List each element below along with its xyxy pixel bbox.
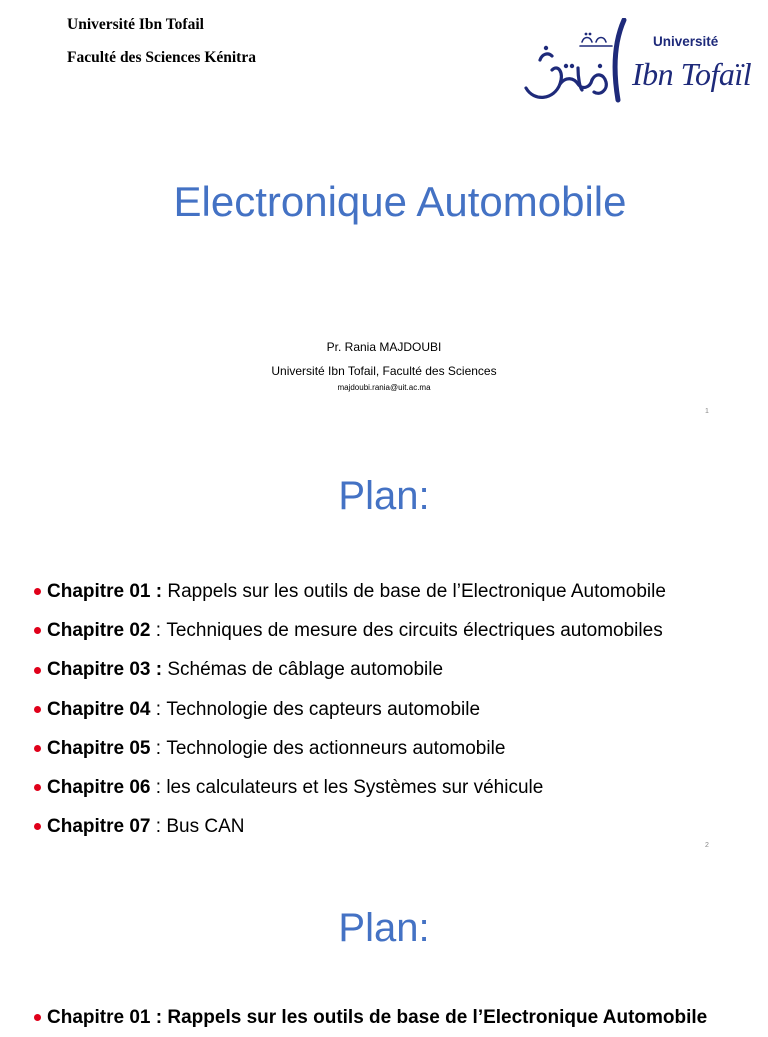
chapter-list <box>34 572 666 846</box>
chapter-item <box>34 650 666 689</box>
chapter-label: Chapitre 01 : <box>47 1007 163 1028</box>
faculty-name: Faculté des Sciences Kénitra <box>67 49 256 66</box>
bullet-icon <box>34 1014 41 1021</box>
chapter-item <box>34 998 707 1037</box>
author-affiliation: Université Ibn Tofail, Faculté des Sciences <box>271 364 497 378</box>
title-slide <box>0 0 768 432</box>
chapter-title: Techniques de mesure des circuits électriques automobiles <box>166 620 663 642</box>
chapter-label: Chapitre 04 <box>47 698 151 720</box>
chapter-title: Technologie des actionneurs automobile <box>166 737 506 759</box>
author-email: majdoubi.rania@uit.ac.ma <box>337 383 431 392</box>
chapter-separator: : <box>150 816 167 838</box>
plan-title: Plan: <box>338 474 430 518</box>
bullet-icon <box>34 588 41 595</box>
university-name: Université Ibn Tofail <box>67 16 204 33</box>
bullet-icon <box>34 706 41 713</box>
chapter-title: Schémas de câblage automobile <box>167 659 444 681</box>
chapter-list <box>34 998 707 1037</box>
chapter-item <box>34 729 666 768</box>
chapter-item <box>34 807 666 846</box>
page-number: 1 <box>705 408 709 415</box>
plan-slide <box>0 440 768 872</box>
logo-script-name: Ibn Tofaïl <box>632 56 752 92</box>
chapter-label: Chapitre 01 : <box>47 581 163 602</box>
plan-title: Plan: <box>338 906 430 950</box>
chapter-label: Chapitre 05 <box>47 737 151 759</box>
chapter-item <box>34 572 666 611</box>
chapter-separator: : <box>150 698 167 720</box>
chapter-title: les calculateurs et les Systèmes sur véhicule <box>166 777 544 799</box>
bullet-icon <box>34 627 41 634</box>
bullet-icon <box>34 784 41 791</box>
chapter-label: Chapitre 03 : <box>47 659 163 681</box>
chapter-item <box>34 611 666 650</box>
university-logo <box>520 18 752 104</box>
plan-slide-continued <box>0 880 768 1028</box>
presentation-title: Electronique Automobile <box>173 178 627 225</box>
chapter-item <box>34 690 666 729</box>
chapter-label: Chapitre 06 <box>47 777 151 799</box>
bullet-icon <box>34 745 41 752</box>
chapter-title: Rappels sur les outils de base de l’Electronique Automobile <box>167 581 666 602</box>
chapter-title: Bus CAN <box>166 816 245 838</box>
chapter-title: Technologie des capteurs automobile <box>166 698 481 720</box>
chapter-separator: : <box>150 777 167 799</box>
bullet-icon <box>34 667 41 674</box>
page-number: 2 <box>705 842 709 849</box>
chapter-title: Rappels sur les outils de base de l’Electronique Automobile <box>167 1007 708 1028</box>
logo-arabic-calligraphy-icon <box>520 18 638 104</box>
bullet-icon <box>34 823 41 830</box>
chapter-separator: : <box>150 620 167 642</box>
chapter-item <box>34 768 666 807</box>
chapter-label: Chapitre 02 <box>47 620 151 642</box>
chapter-separator: : <box>150 737 167 759</box>
chapter-label: Chapitre 07 <box>47 816 151 838</box>
author-name: Pr. Rania MAJDOUBI <box>326 340 442 354</box>
logo-universite-word: Université <box>653 34 719 49</box>
